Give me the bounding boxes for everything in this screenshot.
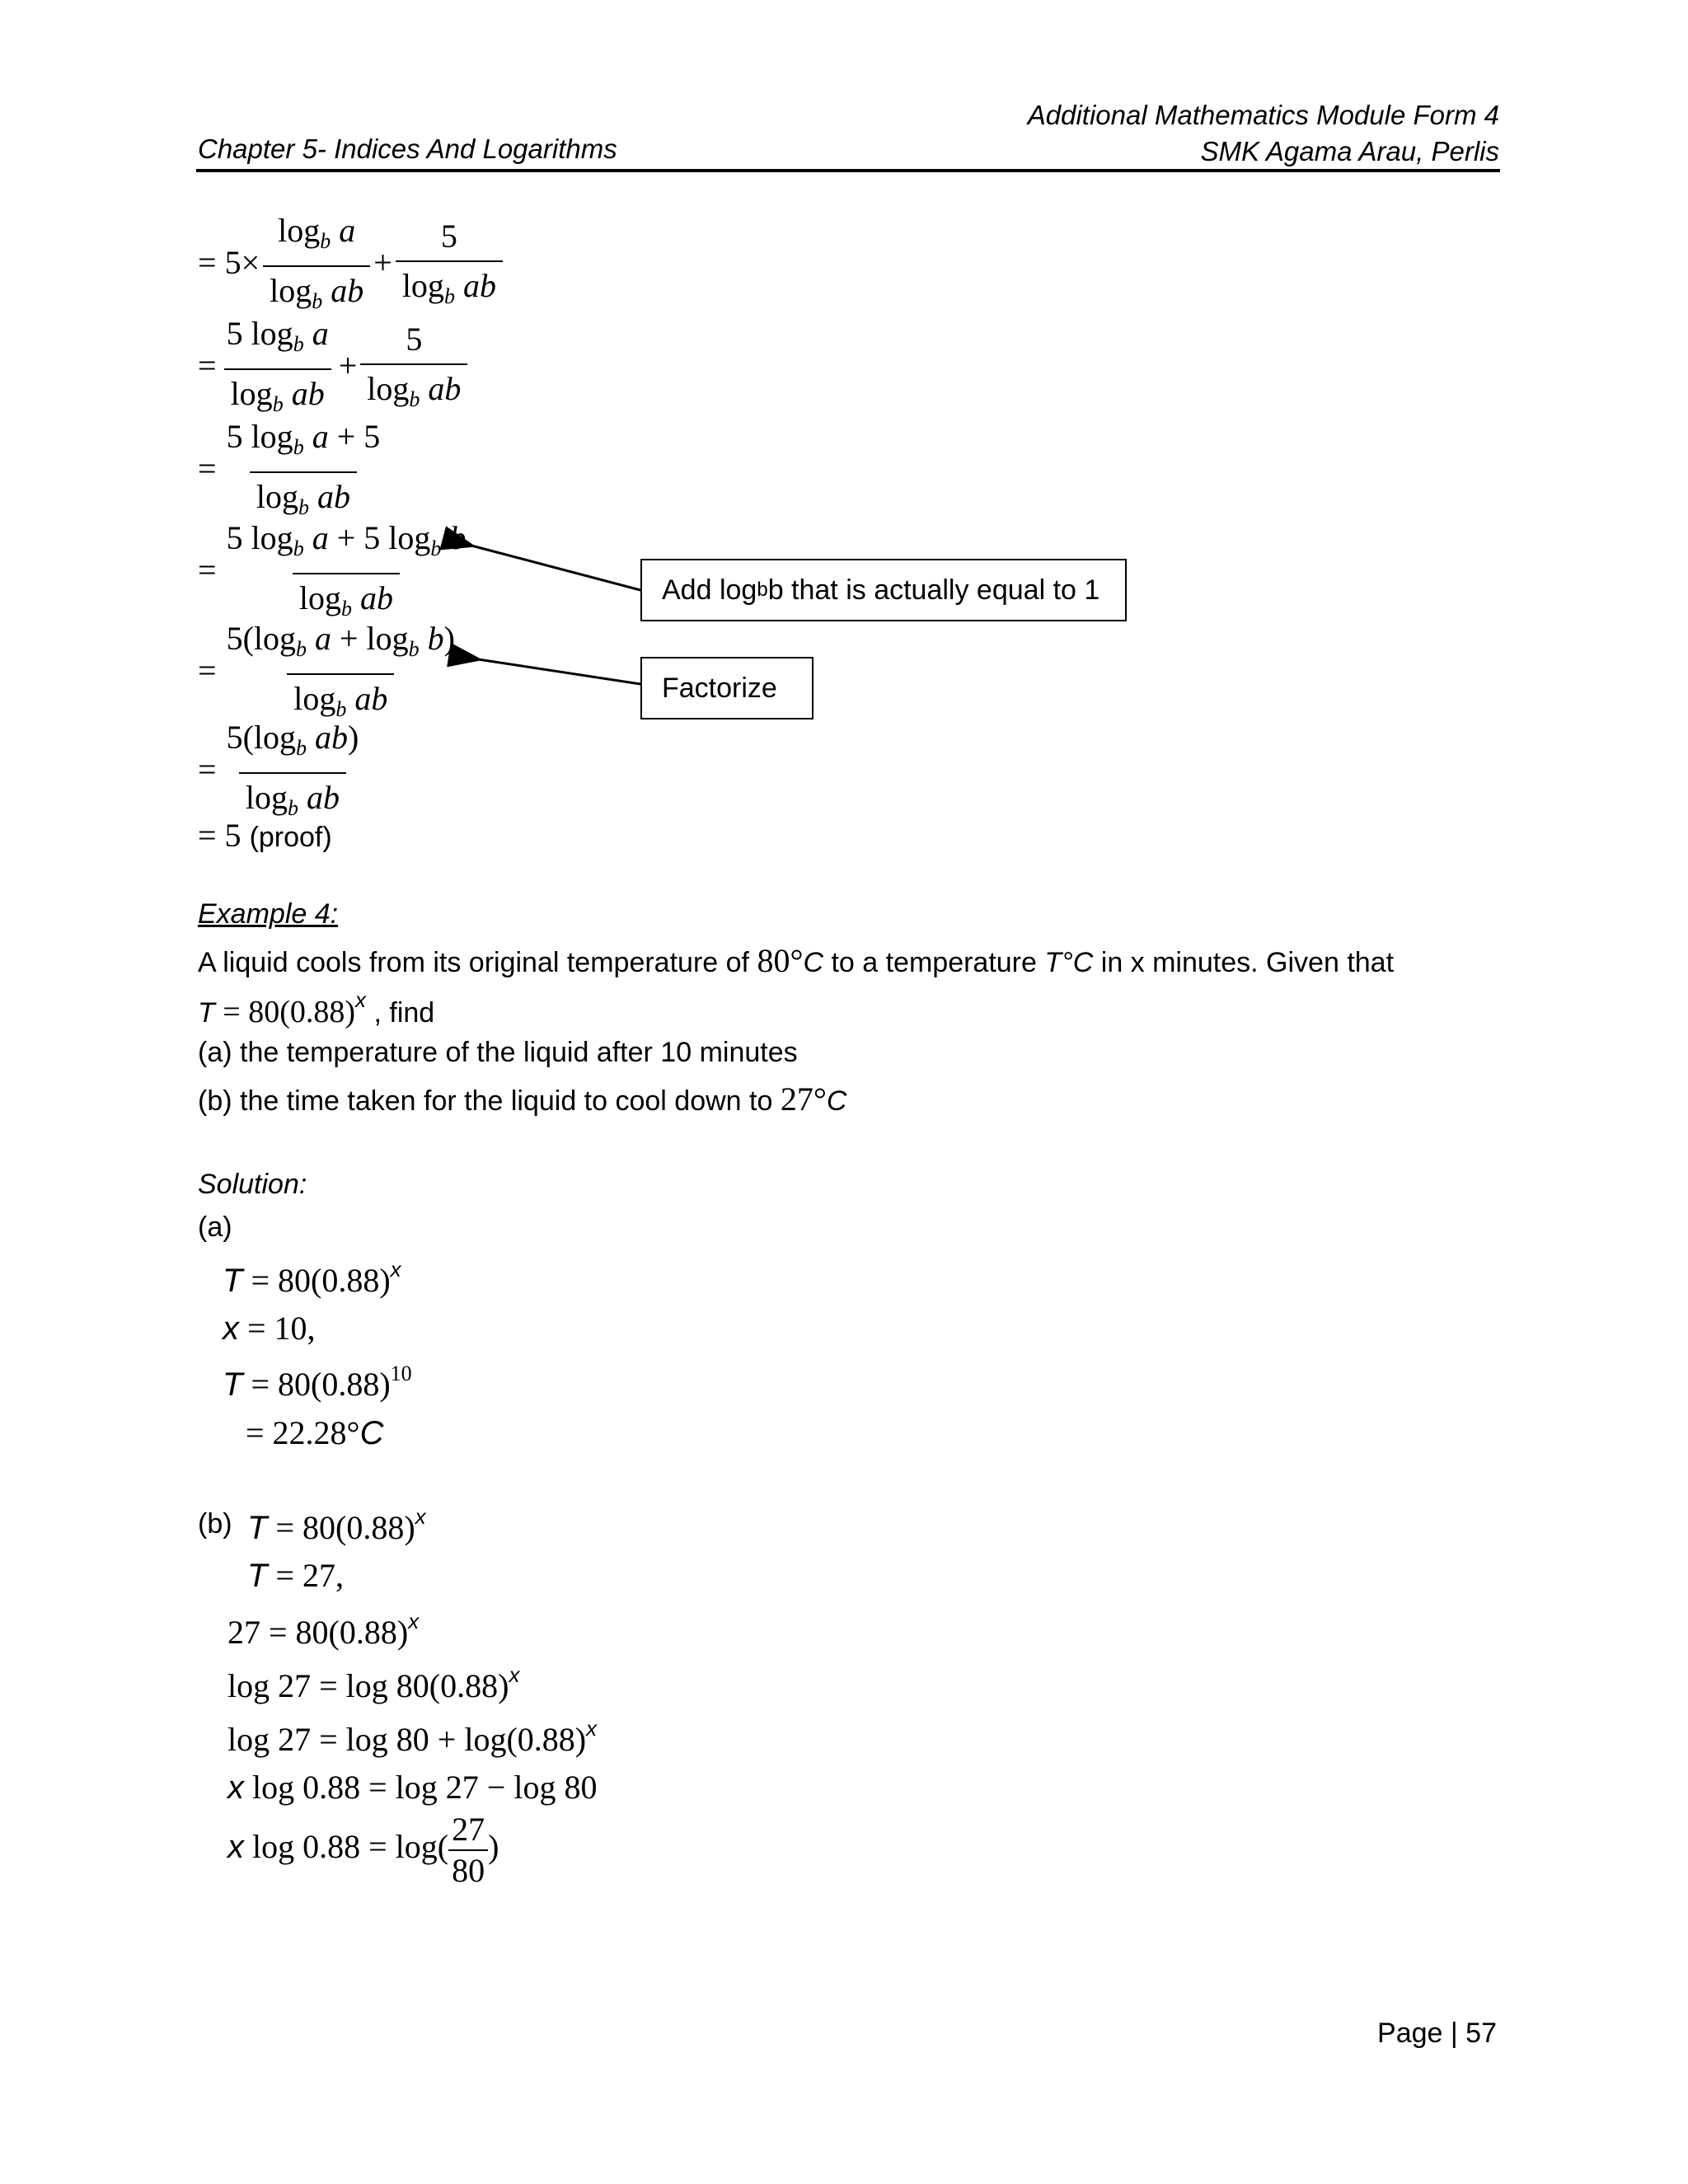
proof-step-7: = 5 (proof) [198, 817, 332, 854]
solution-b-step-4: $\log 27 = \log 80(0.88)^x$ [227, 1662, 520, 1704]
example-heading: Example 4: [198, 898, 339, 930]
chapter-title: Chapter 5- Indices And Logarithms [198, 134, 617, 164]
example-line-2: $T = 80(0.88)^x$ , find [198, 987, 435, 1029]
solution-b-label: (b) [198, 1508, 232, 1540]
solution-b-step-5: $\log 27 = \log 80 + \log(0.88)^x$ [227, 1716, 598, 1758]
proof-step-4: = $\frac{5 \log_b a + 5 \log_b b}{\log_b ab}$ [198, 518, 476, 630]
solution-a-step-4: = 22.28°C [246, 1414, 384, 1451]
solution-a-step-3: $T = 80(0.88)^{10}$ [223, 1361, 412, 1403]
arrow-factorize [478, 659, 640, 684]
solution-b-step-7: x log 0.88 = log( $\frac{27}{80}$ ) [227, 1811, 499, 1889]
module-title: Additional Mathematics Module Form 4 [1027, 100, 1499, 130]
proof-step-3: = $\frac{5 \log_b a + 5}{\log_b ab}$ [198, 416, 390, 528]
solution-b-step-1: $T = 80(0.88)^x$ [247, 1504, 426, 1546]
solution-b-step-6: x log 0.88 = log 27 − log 80 [227, 1769, 598, 1806]
solution-a-step-2: x = 10, [223, 1310, 316, 1347]
example-part-b: (b) the time taken for the liquid to cool down to 27°C [198, 1080, 847, 1118]
arrow-add-log-b [471, 546, 640, 590]
proof-step-5: = $\frac{5(\log_b a + \log_b b)}{\log_b ab}$ [198, 618, 465, 730]
proof-step-2: = $\frac{5 \log_b a}{\log_b ab}$ + $\frac{5}{\log_b ab}$ [198, 313, 471, 425]
solution-b-step-3: $27 = 80(0.88)^x$ [227, 1609, 420, 1651]
school-name: SMK Agama Arau, Perlis [1200, 136, 1499, 166]
example-part-a: (a) the temperature of the liquid after 10 minutes [198, 1037, 798, 1068]
solution-b-step-2: T = 27, [247, 1557, 344, 1594]
solution-a-step-1: $T = 80(0.88)^x$ [223, 1257, 401, 1299]
callout-factorize: Factorize [640, 657, 814, 719]
callout-add-log-b: Add log b b that is actually equal to 1 [640, 559, 1127, 621]
example-line-1: A liquid cools from its original temperature of 80°C to a temperature T°C in x minutes. Given that [198, 942, 1395, 979]
solution-a-label: (a) [198, 1212, 232, 1243]
page-number: Page | 57 [1377, 2018, 1497, 2049]
proof-step-6: = $\frac{5(\log_b ab)}{\log_b ab}$ [198, 717, 368, 829]
solution-heading: Solution: [198, 1169, 307, 1200]
proof-step-1: = 5× $\frac{\log_b a}{\log_b ab}$ + $\frac{5}{\log_b ab}$ [198, 210, 506, 322]
